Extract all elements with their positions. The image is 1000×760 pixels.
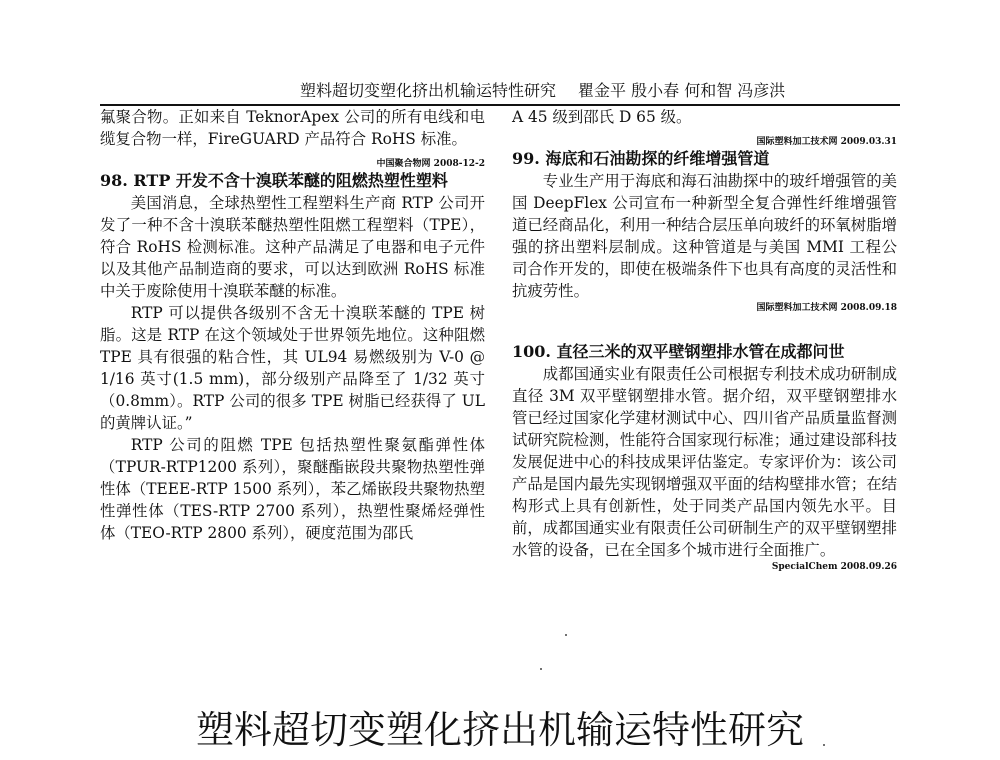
right-column-bottom (512, 341, 897, 573)
right-column-top (512, 106, 897, 314)
article-99-heading: 99. 海底和石油勘探的纤维增强管道 (512, 149, 770, 168)
running-header (300, 80, 900, 102)
article-99-paragraph: 专业生产用于海底和海石油勘探中的玻纤增强管的美国 DeepFlex 公司宣布一种新型全复合弹性纤维增强管道已经商品化，利用一种结合层压单向玻纤的环氧树脂增强的挤出塑料层制成。这种管道是与美国 MMI 工程公司合作开发的，即使在极端条件下也具有高度的灵活性和抗疲劳性。 (512, 172, 897, 300)
article-98-paragraph-2: RTP 可以提供各级别不含无十溴联苯醚的 TPE 树脂。这是 RTP 在这个领域处于世界领先地位。这种阻燃 TPE 具有很强的粘合性，其 UL94 易燃级别为 V-0 @ 1/16 英寸(1.5 mm)，部分级别产品降至了 1/32 英寸（0.8mm）。RTP 公司的很多 TPE 树脂已经获得了 UL 的黄牌认证。” (100, 304, 485, 432)
article-98-paragraph-1: 美国消息，全球热塑性工程塑料生产商 RTP 公司开发了一种不含十溴联苯醚热塑性阻燃工程塑料（TPE），符合 RoHS 检测标准。这种产品满足了电器和电子元件以及其他产品制造商的要求，可以达到欧洲 RoHS 标准中关于废除使用十溴联苯醚的标准。 (100, 194, 485, 300)
article-98-paragraph-3: RTP 公司的阻燃 TPE 包括热塑性聚氨酯弹性体（TPUR-RTP1200 系列），聚醚酯嵌段共聚物热塑性弹性体（TEEE-RTP 1500 系列），苯乙烯嵌段共聚物热塑性弹性体（TES-RTP 2700 系列），热塑性聚烯烃弹性体（TEO-RTP 2800 系列），硬度范围为邵氏 (100, 436, 485, 542)
left-column (100, 106, 485, 544)
scan-speck (540, 668, 542, 670)
bottom-title: 塑料超切变塑化挤出机输运特性研究 (195, 708, 804, 752)
right-continued-paragraph: A 45 级到邵氏 D 65 级。 (512, 108, 692, 126)
running-header-authors: 瞿金平 殷小春 何和智 冯彦洪 (578, 81, 786, 100)
scan-speck (565, 634, 567, 636)
source-note-98: 国际塑料加工技术网 2009.03.31 (756, 137, 897, 147)
source-note-99: 国际塑料加工技术网 2008.09.18 (756, 303, 897, 313)
running-header-title: 塑料超切变塑化挤出机输运特性研究 (300, 81, 557, 100)
source-note-97: 中国聚合物网 2008-12-2 (376, 159, 485, 169)
article-100-paragraph: 成都国通实业有限责任公司根据专利技术成功研制成直径 3M 双平壁钢塑排水管。据介绍，双平壁钢塑排水管已经过国家化学建材测试中心、四川省产品质量监督测试研究院检测，性能符合国家现行标准；通过建设部科技发展促进中心的科技成果评估鉴定。专家评价为：该公司产品是国内最先实现钢增强双平面的结构壁排水管；在结构形式上具有创新性，处于同类产品国内领先水平。目前，成都国通实业有限责任公司研制生产的双平壁钢塑排水管的设备，已在全国多个城市进行全面推广。 (512, 365, 897, 559)
left-continued-paragraph: 氟聚合物。正如来自 TeknorApex 公司的所有电线和电缆复合物一样，FireGUARD 产品符合 RoHS 标准。 (100, 108, 485, 148)
article-100-heading: 100. 直径三米的双平壁钢塑排水管在成都问世 (512, 342, 845, 361)
source-note-100: SpecialChem 2008.09.26 (771, 562, 897, 572)
article-98-heading: 98. RTP 开发不含十溴联苯醚的阻燃热塑性塑料 (100, 171, 448, 190)
